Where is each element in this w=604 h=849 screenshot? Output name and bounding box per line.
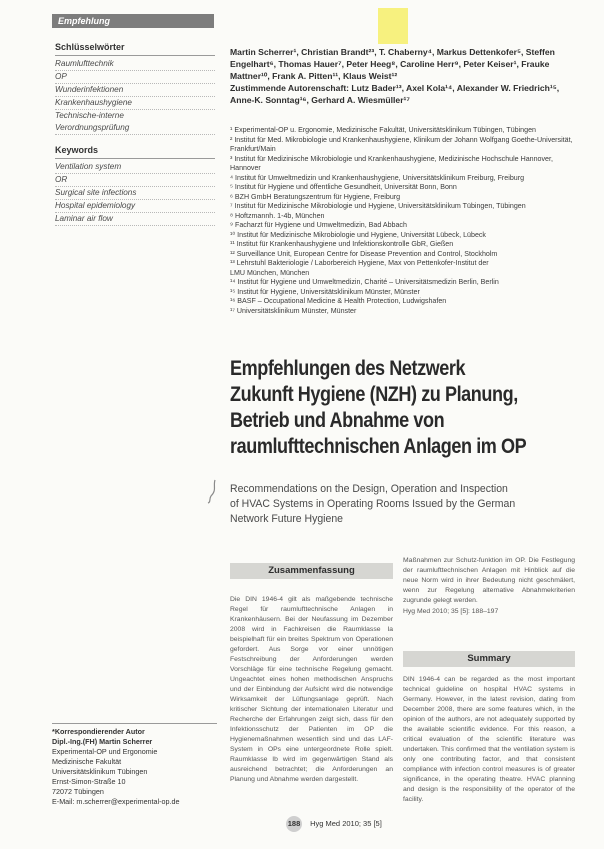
keyword-item: Hospital epidemiology bbox=[55, 200, 215, 213]
abstract-en-text: DIN 1946-4 can be regarded as the most important technical guideline on hospital HVAC systems in Germany. However, in the latest revision, dating from December 2008, there are some features which, in the opinion of the authors, are not adequately supported by the available scientific evidence. For this reason, a critical evaluation of the scientific literature was undertaken. This confirmed that the ventilation system is only one contributing factor, and that consistent compliance with infection control measures is of greater significance, in the operating theatre. HVAC planning and design is the responsibility of the operator of the facility. bbox=[403, 676, 575, 803]
affiliation: ⁷ Institut für Medizinische Mikrobiologie und Hygiene, Universitätsklinikum Tübingen, Tübingen bbox=[230, 202, 526, 210]
affiliation: ¹¹ Institut für Krankenhaushygiene und Infektionskontrolle GbR, Gießen bbox=[230, 240, 454, 248]
keywords-de-list bbox=[55, 58, 215, 135]
abstract-de bbox=[230, 563, 393, 785]
affiliation: ⁹ Facharzt für Hygiene und Umweltmedizin, Bad Abbach bbox=[230, 221, 407, 229]
affiliation: ⁶ BZH GmbH Beratungszentrum für Hygiene, Freiburg bbox=[230, 192, 401, 201]
affiliation: ¹⁴ Institut für Hygiene und Umweltmedizin, Charité – Universitätsmedizin Berlin, Berlin bbox=[230, 278, 499, 286]
corresponding-heading: *Korrespondierender Autor bbox=[52, 727, 145, 736]
divider bbox=[55, 55, 215, 56]
affiliation: ¹⁶ BASF – Occupational Medicine & Health Protection, Ludwigshafen bbox=[230, 297, 447, 305]
keywords-en-list bbox=[55, 161, 215, 226]
corresponding-name: Dipl.-Ing.(FH) Martin Scherrer bbox=[52, 737, 153, 746]
affiliation: ¹² Surveillance Unit, European Centre for Disease Prevention and Control, Stockholm bbox=[230, 249, 498, 258]
abstract-de-text: Die DIN 1946-4 gilt als maßgebende technische Regel für raumlufttechnische Anlagen in Krankenhäusern. Bei der Neufassung im Dezember 2008 wird in Fachkreisen die Raumklasse Ia beispielhaft für ein breites Spektrum von Operationen gefordert. Aus Sorge vor einer unnötigen Festschreibung der Anforderungen werden Vorschläge für eine technische Regelung gemacht. Ungeachtet eines hohen methodischen Anspruchs und der Einbindung der Aufsicht wird die notwendige Wirksamkeit der Lüftungsanlage geprüft. Nach kritischer Sichtung der internationalen Literatur und Recherche der Erfahrungen zeigt sich, dass für den Infektionsschutz der Patienten im OP die Hygienemaßnahmen wesentlich sind und das LAF-System in OPs eine untergeordnete Rolle spielt. Raumklasse Ib wird im gegenwärtigen Stand als ausreichend betrachtet; die Anforderungen an Planung und Abnahme werden dargestellt. bbox=[230, 596, 393, 783]
affiliation: ¹⁰ Institut für Medizinische Mikrobiologie und Hygiene, Universität Lübeck, Lübeck bbox=[230, 230, 486, 239]
keyword-item: Wunderinfektionen bbox=[55, 84, 215, 97]
keyword-item: Ventilation system bbox=[55, 161, 215, 174]
affiliation: ¹⁵ Institut für Hygiene, Universitätsklinikum Münster, Münster bbox=[230, 287, 420, 296]
email-line: E-Mail: m.scherrer@experimental-op.de bbox=[52, 797, 180, 806]
affiliation: ⁸ Hoftzmannh. 1-4b, München bbox=[230, 211, 325, 220]
contributing-authors: Zustimmende Autorenschaft: Lutz Bader¹³, Axel Kola¹⁴, Alexander W. Friedrich¹⁵, Anne-K. Sonntag¹⁶, Gerhard A. Wiesmüller¹⁷ bbox=[230, 83, 560, 105]
keywords-en-heading: Keywords bbox=[55, 145, 99, 155]
affiliation: ² Institut für Med. Mikrobiologie und Krankenhaushygiene, Klinikum der Johann Wolfgang Goethe-Universität, Frankfurt/Main bbox=[230, 135, 573, 153]
affiliation: ¹³ Lehrstuhl Bakteriologie / Laborbereich Hygiene, Max von Pettenkofer-Institut der LMU München, München bbox=[230, 259, 489, 277]
keyword-item: Krankenhaushygiene bbox=[55, 97, 215, 110]
abstract-en bbox=[403, 651, 575, 805]
address-line: Ernst-Simon-Straße 10 bbox=[52, 777, 126, 786]
citation: Hyg Med 2010; 35 [5]: 188–197 bbox=[403, 608, 499, 615]
page-number: 188 bbox=[286, 816, 302, 832]
title-line: Zukunft Hygiene (NZH) zu Planung, bbox=[230, 383, 518, 406]
address-line: Universitätsklinikum Tübingen bbox=[52, 767, 148, 776]
address-line: Experimental-OP und Ergonomie bbox=[52, 747, 158, 756]
affiliation: ¹⁷ Universitätsklinikum Münster, Münster bbox=[230, 306, 357, 315]
title-line: Recommendations on the Design, Operation and Inspection bbox=[230, 483, 508, 495]
section-tag: Empfehlung bbox=[52, 14, 214, 28]
article-title-de bbox=[230, 356, 531, 460]
affiliation: ⁴ Institut für Umweltmedizin und Krankenhaushygiene, Universitätsklinikum Freiburg, Freiburg bbox=[230, 173, 525, 182]
affiliation: ⁵ Institut für Hygiene und öffentliche Gesundheit, Universität Bonn, Bonn bbox=[230, 183, 457, 191]
abstract-continuation: Maßnahmen zur Schutz-funktion im OP. Die Festlegung der raumlufttechnischen Anlagen mit Hinblick auf die neue Norm wird in ihrer Bedeutung nicht geschmälert, wenn zur Regelung alternative Abnahmekriterien zugrunde gelegt werden. bbox=[403, 557, 575, 604]
corresponding-author bbox=[52, 723, 217, 807]
divider bbox=[52, 723, 217, 724]
address-line: Medizinische Fakultät bbox=[52, 757, 122, 766]
address-line: 72072 Tübingen bbox=[52, 787, 104, 796]
keyword-item: Technische-interne Verordnungsprüfung bbox=[55, 110, 215, 135]
abstract-en-heading: Summary bbox=[403, 651, 575, 667]
title-line: Network Future Hygiene bbox=[230, 513, 344, 525]
divider bbox=[55, 158, 215, 159]
keywords-de-heading: Schlüsselwörter bbox=[55, 42, 125, 52]
abstract-de-continued bbox=[403, 556, 575, 617]
scan-smudge bbox=[205, 478, 219, 504]
affiliation: ³ Institut für Medizinische Mikrobiologie und Krankenhaushygiene, Medizinische Hochschule Hannover, Hannover bbox=[230, 154, 553, 172]
keyword-item: OP bbox=[55, 71, 215, 84]
keyword-item: Surgical site infections bbox=[55, 187, 215, 200]
page-footer bbox=[286, 816, 382, 832]
title-line: Empfehlungen des Netzwerk bbox=[230, 357, 466, 380]
sidebar bbox=[55, 42, 215, 226]
article-title-en bbox=[230, 482, 552, 527]
author-block bbox=[230, 46, 570, 106]
keyword-item: OR bbox=[55, 174, 215, 187]
author-list: Martin Scherrer¹, Christian Brandt²³, T. Chaberny⁴, Markus Dettenkofer⁵, Steffen Engelhart⁶, Thomas Hauer⁷, Peter Heeg⁸, Caroline Herr⁹, Peter Keiser¹, Frauke Mattner¹⁰, Frank A. Pitten¹¹, Klaus Weist¹² bbox=[230, 47, 555, 81]
keyword-item: Raumlufttechnik bbox=[55, 58, 215, 71]
title-line: of HVAC Systems in Operating Rooms Issued by the German bbox=[230, 498, 516, 510]
keyword-item: Laminar air flow bbox=[55, 213, 215, 226]
affiliation: ¹ Experimental-OP u. Ergonomie, Medizinische Fakultät, Universitätsklinikum Tübingen, Tübingen bbox=[230, 126, 536, 134]
affiliation-list bbox=[230, 126, 575, 316]
highlighter-mark bbox=[378, 8, 408, 44]
title-line: Betrieb und Abnahme von bbox=[230, 409, 445, 432]
title-line: raumlufttechnischen Anlagen im OP bbox=[230, 435, 527, 458]
journal-ref: Hyg Med 2010; 35 [5] bbox=[310, 819, 382, 828]
abstract-de-heading: Zusammenfassung bbox=[230, 563, 393, 579]
